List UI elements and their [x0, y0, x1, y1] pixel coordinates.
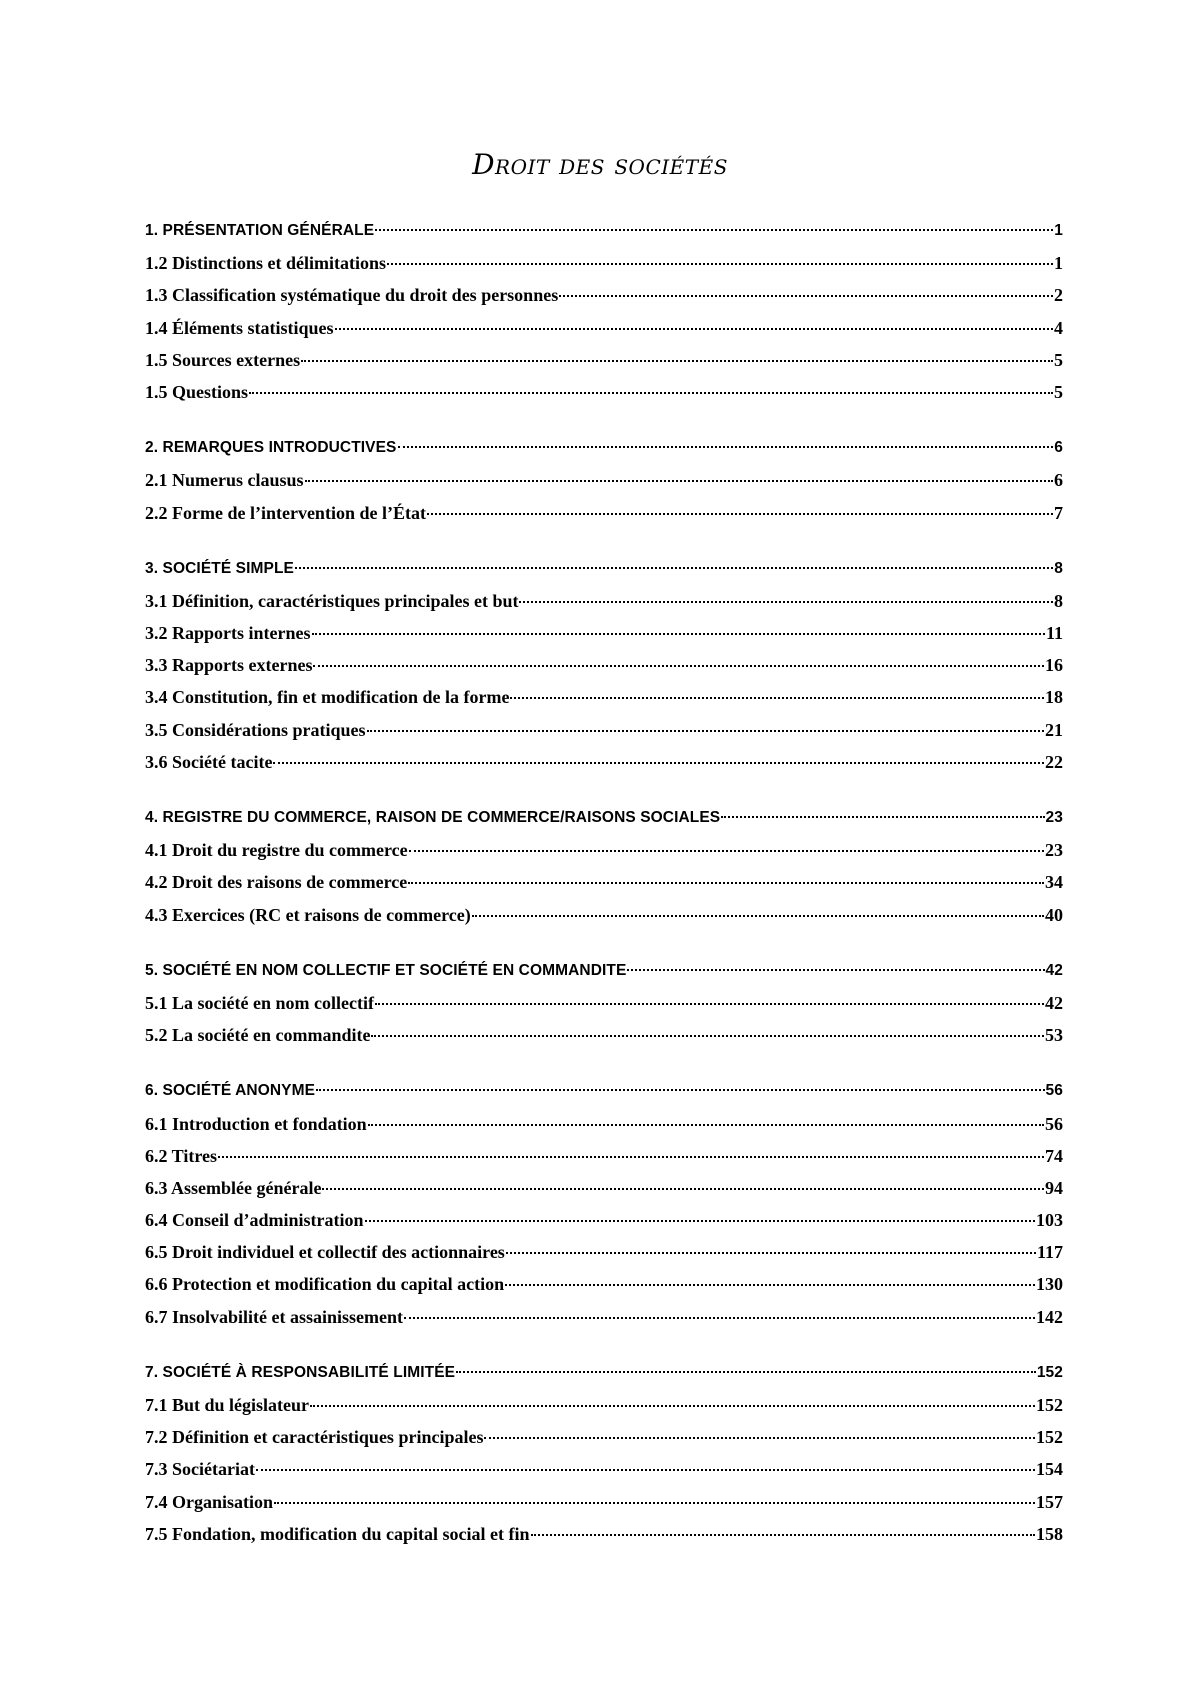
toc-label: 3. SOCIÉTÉ SIMPLE — [145, 559, 294, 577]
toc-label: 7. SOCIÉTÉ À RESPONSABILITÉ LIMITÉE — [145, 1363, 456, 1381]
toc-label: 3.3 Rapports externes — [145, 655, 313, 676]
toc-page-number: 157 — [1036, 1491, 1063, 1512]
toc-entry-row[interactable] — [145, 1518, 1063, 1550]
toc-entry-row[interactable] — [145, 1453, 1063, 1485]
toc-chapter-row[interactable] — [145, 215, 1063, 247]
toc-dot-leader — [365, 1216, 1035, 1222]
toc-page-number: 5 — [1054, 381, 1063, 402]
toc-entry-row[interactable] — [145, 1421, 1063, 1453]
toc-page-number: 23 — [1045, 809, 1063, 826]
toc-entry-row[interactable] — [145, 1268, 1063, 1300]
toc-chapter-row[interactable] — [145, 432, 1063, 464]
toc-label: 2.1 Numerus clausus — [145, 470, 304, 491]
toc-entry-row[interactable] — [145, 899, 1063, 931]
toc-label: 1.5 Questions — [145, 381, 249, 402]
toc-page-number: 142 — [1036, 1306, 1063, 1327]
toc-dot-leader — [519, 597, 1053, 603]
toc-dot-leader — [627, 965, 1044, 971]
toc-label: 7.5 Fondation, modification du capital social et fin — [145, 1523, 530, 1544]
toc-dot-leader — [472, 911, 1044, 917]
toc-page-number: 21 — [1045, 719, 1063, 740]
toc-entry-row[interactable] — [145, 376, 1063, 408]
toc-dot-leader — [295, 563, 1053, 569]
toc-label: 4. REGISTRE DU COMMERCE, RAISON DE COMMERCE/RAISONS SOCIALES — [145, 809, 721, 826]
toc-label: 6.6 Protection et modification du capital action — [145, 1274, 505, 1295]
toc-label: 1.4 Éléments statistiques — [145, 317, 334, 338]
toc-page-number: 16 — [1045, 655, 1063, 676]
toc-page-number: 42 — [1045, 961, 1063, 979]
toc-page-number: 1 — [1054, 222, 1063, 239]
toc-dot-leader — [249, 388, 1053, 394]
toc-label: 3.2 Rapports internes — [145, 623, 311, 644]
toc-page-number: 23 — [1045, 840, 1063, 861]
toc-page-number: 152 — [1036, 1427, 1063, 1448]
toc-page-number: 34 — [1045, 872, 1063, 893]
toc-page-number: 42 — [1045, 992, 1063, 1013]
toc-label: 3.1 Définition, caractéristiques principales et but — [145, 590, 519, 611]
toc-dot-leader — [484, 1433, 1035, 1439]
toc-chapter-row[interactable] — [145, 802, 1063, 834]
toc-section — [145, 802, 1063, 931]
toc-page-number: 6 — [1054, 470, 1063, 491]
toc-dot-leader — [506, 1248, 1036, 1254]
toc-dot-leader — [273, 758, 1044, 764]
toc-page-number: 18 — [1045, 687, 1063, 708]
toc-dot-leader — [367, 726, 1044, 732]
toc-dot-leader — [305, 476, 1053, 482]
toc-entry-row[interactable] — [145, 279, 1063, 311]
toc-section — [145, 215, 1063, 408]
toc-entry-row[interactable] — [145, 344, 1063, 376]
toc-dot-leader — [531, 1530, 1035, 1536]
toc-page-number: 22 — [1045, 751, 1063, 772]
toc-entry-row[interactable] — [145, 1140, 1063, 1172]
toc-dot-leader — [510, 693, 1044, 699]
toc-label: 1.3 Classification systématique du droit des personnes — [145, 285, 559, 306]
toc-section — [145, 1357, 1063, 1550]
toc-entry-row[interactable] — [145, 312, 1063, 344]
toc-dot-leader — [218, 1152, 1044, 1158]
toc-dot-leader — [368, 1120, 1044, 1126]
toc-label: 3.5 Considérations pratiques — [145, 719, 366, 740]
toc-label: 2.2 Forme de l’intervention de l’État — [145, 502, 426, 523]
toc-entry-row[interactable] — [145, 714, 1063, 746]
toc-label: 6. SOCIÉTÉ ANONYME — [145, 1082, 316, 1100]
toc-label: 1.5 Sources externes — [145, 349, 301, 370]
toc-label: 6.7 Insolvabilité et assainissement — [145, 1306, 404, 1327]
toc-dot-leader — [408, 878, 1044, 884]
toc-entry-row[interactable] — [145, 1172, 1063, 1204]
toc-section — [145, 553, 1063, 778]
toc-label: 7.1 But du législateur — [145, 1395, 310, 1415]
toc-label: 4.3 Exercices (RC et raisons de commerce) — [145, 904, 471, 925]
toc-entry-row[interactable] — [145, 497, 1063, 529]
toc-page-number: 7 — [1054, 502, 1063, 523]
toc-page-number: 1 — [1054, 253, 1063, 274]
toc-label: 5. SOCIÉTÉ EN NOM COLLECTIF ET SOCIÉTÉ EN COMMANDITE — [145, 961, 627, 979]
toc-dot-leader — [398, 442, 1054, 448]
toc-dot-leader — [375, 999, 1044, 1005]
toc-page-number: 103 — [1036, 1210, 1063, 1231]
toc-label: 6.2 Titres — [145, 1145, 218, 1166]
toc-page-number: 2 — [1054, 285, 1063, 306]
toc-page-number: 130 — [1036, 1274, 1063, 1295]
toc-dot-leader — [404, 1313, 1035, 1319]
toc-page-number: 8 — [1054, 559, 1063, 577]
toc-page-number: 152 — [1036, 1395, 1063, 1415]
toc-dot-leader — [409, 846, 1044, 852]
toc-page-number: 6 — [1054, 439, 1063, 457]
toc-dot-leader — [310, 1401, 1035, 1407]
toc-dot-leader — [335, 324, 1054, 330]
toc-label: 5.1 La société en nom collectif — [145, 992, 374, 1013]
toc-entry-row[interactable] — [145, 1486, 1063, 1518]
toc-page-number: 5 — [1054, 349, 1063, 370]
toc-page-number: 74 — [1045, 1145, 1063, 1166]
toc-dot-leader — [456, 1367, 1036, 1373]
toc-label: 6.1 Introduction et fondation — [145, 1113, 367, 1134]
toc-chapter-row[interactable] — [145, 553, 1063, 585]
toc-dot-leader — [256, 1465, 1035, 1471]
toc-entry-row[interactable] — [145, 1236, 1063, 1268]
toc-entry-row[interactable] — [145, 987, 1063, 1019]
toc-page-number: 152 — [1036, 1363, 1063, 1381]
toc-page-number: 56 — [1045, 1113, 1063, 1134]
toc-entry-row[interactable] — [145, 247, 1063, 279]
toc-page-number: 154 — [1036, 1459, 1063, 1480]
toc-entry-row[interactable] — [145, 681, 1063, 713]
toc-entry-row[interactable] — [145, 1108, 1063, 1140]
toc-label: 1.2 Distinctions et délimitations — [145, 253, 386, 274]
toc-page-number: 56 — [1045, 1082, 1063, 1100]
toc-label: 3.6 Société tacite — [145, 751, 273, 772]
toc-dot-leader — [274, 1498, 1035, 1504]
toc-label: 6.5 Droit individuel et collectif des actionnaires — [145, 1242, 505, 1263]
toc-page-number: 8 — [1054, 590, 1063, 611]
toc-dot-leader — [312, 629, 1045, 635]
toc-entry-row[interactable] — [145, 464, 1063, 496]
toc-label: 2. REMARQUES INTRODUCTIVES — [145, 439, 397, 457]
toc-dot-leader — [721, 812, 1044, 818]
toc-entry-row[interactable] — [145, 1389, 1063, 1421]
toc-label: 5.2 La société en commandite — [145, 1025, 371, 1046]
toc-label: 3.4 Constitution, fin et modification de la forme — [145, 687, 510, 708]
toc-entry-row[interactable] — [145, 617, 1063, 649]
toc-label: 4.2 Droit des raisons de commerce — [145, 872, 408, 893]
toc-page-number: 40 — [1045, 904, 1063, 925]
toc-entry-row[interactable] — [145, 1301, 1063, 1333]
toc-label: 7.3 Sociétariat — [145, 1459, 255, 1480]
toc-section — [145, 955, 1063, 1052]
toc-chapter-row[interactable] — [145, 1075, 1063, 1107]
toc-page-number: 94 — [1045, 1177, 1063, 1198]
toc-label: 1. PRÉSENTATION GÉNÉRALE — [145, 222, 375, 239]
toc-dot-leader — [387, 259, 1053, 265]
toc-page-number: 117 — [1036, 1242, 1063, 1263]
toc-dot-leader — [301, 356, 1053, 362]
toc-entry-row[interactable] — [145, 649, 1063, 681]
toc-entry-row[interactable] — [145, 585, 1063, 617]
toc-page-number: 11 — [1045, 623, 1063, 644]
toc-section — [145, 1075, 1063, 1333]
toc-dot-leader — [313, 661, 1044, 667]
toc-entry-row[interactable] — [145, 1204, 1063, 1236]
toc-dot-leader — [322, 1184, 1044, 1190]
toc-entry-row[interactable] — [145, 746, 1063, 778]
table-of-contents — [145, 215, 1063, 1574]
toc-dot-leader — [559, 291, 1053, 297]
toc-dot-leader — [316, 1085, 1045, 1091]
toc-label: 6.4 Conseil d’administration — [145, 1210, 364, 1231]
toc-dot-leader — [375, 225, 1053, 231]
toc-chapter-row[interactable] — [145, 955, 1063, 987]
document-title: Droit des sociétés — [472, 148, 728, 181]
toc-entry-row[interactable] — [145, 866, 1063, 898]
toc-section — [145, 432, 1063, 529]
toc-dot-leader — [371, 1031, 1044, 1037]
toc-dot-leader — [505, 1280, 1035, 1286]
toc-entry-row[interactable] — [145, 834, 1063, 866]
toc-chapter-row[interactable] — [145, 1357, 1063, 1389]
toc-label: 4.1 Droit du registre du commerce — [145, 840, 408, 861]
toc-label: 7.2 Définition et caractéristiques principales — [145, 1427, 484, 1448]
toc-entry-row[interactable] — [145, 1019, 1063, 1051]
toc-label: 7.4 Organisation — [145, 1491, 274, 1512]
toc-dot-leader — [427, 509, 1053, 515]
toc-label: 6.3 Assemblée générale — [145, 1177, 322, 1198]
toc-page-number: 53 — [1045, 1025, 1063, 1046]
toc-page-number: 4 — [1054, 317, 1063, 338]
toc-page-number: 158 — [1036, 1523, 1063, 1544]
